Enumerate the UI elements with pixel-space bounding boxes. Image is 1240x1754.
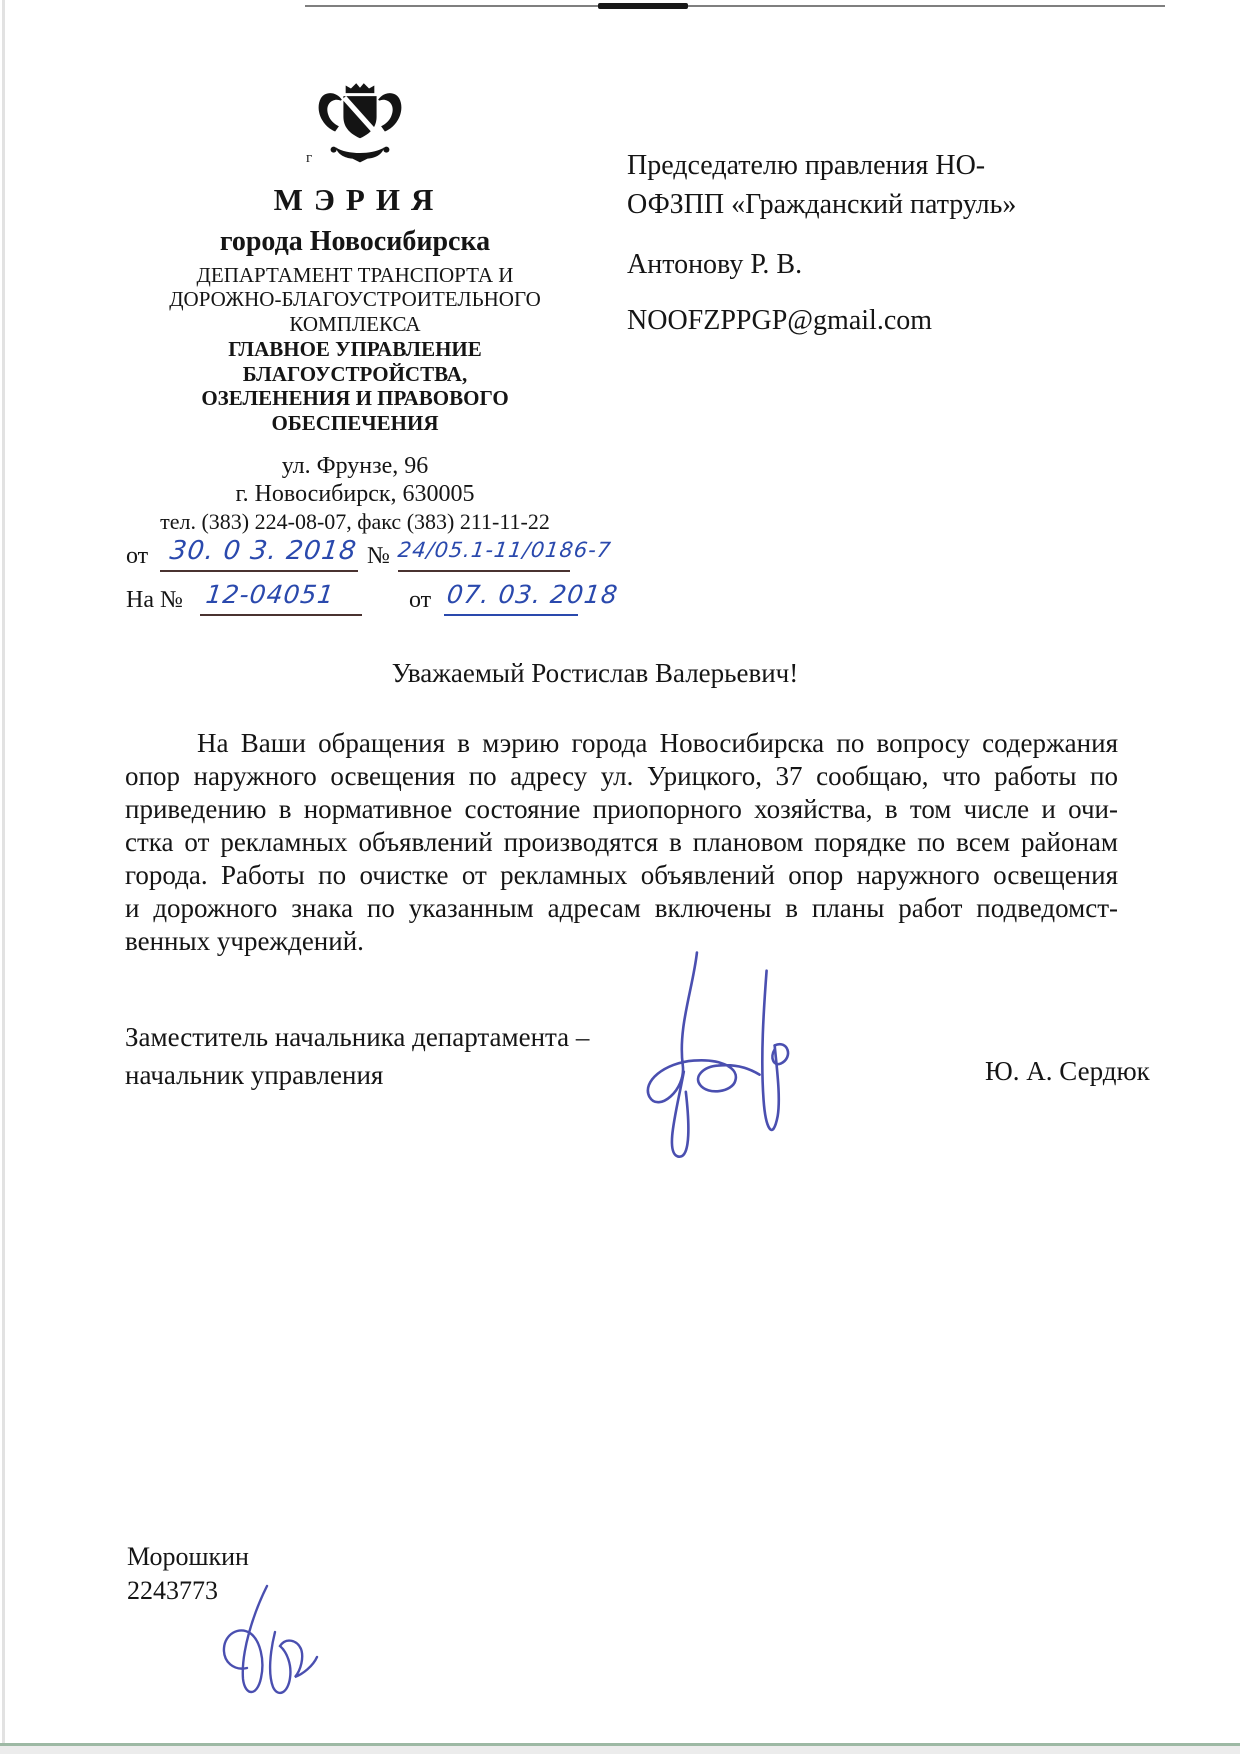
reply-number-handwritten: 12-04051 (204, 580, 337, 609)
recipient-title-line2: ОФЗПП «Гражданский патруль» (627, 189, 1017, 220)
scan-artifact-left-edge (2, 0, 5, 1754)
scan-artifact-bottom-band (0, 1746, 1240, 1754)
recipient-block (627, 146, 1057, 340)
signer-position-line2: начальник управления (125, 1060, 384, 1090)
body-line: приведению в нормативное состояние приопорного хозяйства, в том числе и очи- (125, 794, 1118, 824)
outgoing-number-handwritten: 24/05.1-11/0186-7 (396, 538, 613, 562)
division-line: БЛАГОУСТРОЙСТВА, (242, 361, 468, 386)
salutation: Уважаемый Ростислав Валерьевич! (391, 658, 799, 688)
department-line: КОМПЛЕКСА (289, 312, 421, 337)
executor-phone: 2243773 (127, 1576, 218, 1605)
recipient-title-line1: Председателю правления НО- (627, 150, 986, 181)
reply-number-label: На № (126, 587, 183, 613)
body-line: и дорожного знака по указанным адресам включены в планы работ подведомст- (125, 893, 1118, 923)
outgoing-date-handwritten: 30. 0 3. 2018 (168, 536, 359, 566)
recipient-email: NOOFZPPGP@gmail.com (627, 305, 933, 336)
scan-artifact-top-mark (598, 3, 688, 9)
outgoing-date-label: от (126, 543, 149, 569)
address-line: ул. Фрунзе, 96 (281, 452, 429, 479)
novosibirsk-coat-of-arms-icon (311, 76, 409, 178)
body-line: На Ваши обращения в мэрию города Новосибирска по вопросу содержания (197, 728, 1118, 758)
body-line: стка от рекламных объявлений производятся в плановом порядке по всем районам (125, 827, 1118, 857)
division-line: ГЛАВНОЕ УПРАВЛЕНИЕ (228, 336, 482, 361)
org-subtitle: города Новосибирска (219, 225, 491, 257)
body-line: опор наружного освещения по адресу ул. Урицкого, 37 сообщаю, что работы по (125, 761, 1118, 791)
emblem-caption: г (306, 150, 313, 166)
division-line: ОЗЕЛЕНЕНИЯ И ПРАВОВОГО (201, 386, 509, 411)
scan-artifact-top-line (305, 5, 1165, 7)
recipient-name: Антонову Р. В. (627, 249, 803, 280)
department-line: ДОРОЖНО-БЛАГОУСТРОИТЕЛЬНОГО (169, 287, 541, 312)
division-line: ОБЕСПЕЧЕНИЯ (271, 411, 439, 436)
reply-date-label: от (409, 587, 432, 613)
executor-name: Морошкин (127, 1542, 249, 1571)
contacts-line: тел. (383) 224-08-07, факс (383) 211-11-22 (160, 508, 550, 534)
letterhead (115, 182, 595, 535)
department-line: ДЕПАРТАМЕНТ ТРАНСПОРТА И (196, 262, 514, 287)
org-title: МЭРИЯ (273, 182, 445, 217)
signer-name: Ю. А. Сердюк (985, 1056, 1150, 1086)
handwritten-initials-icon (203, 1580, 323, 1715)
body-line: города. Работы по очистке от рекламных объявлений опор наружного освещения (125, 860, 1118, 890)
body-line: венных учреждений. (125, 926, 364, 956)
signer-position-line1: Заместитель начальника департамента – (125, 1022, 590, 1052)
handwritten-signature-icon (598, 948, 810, 1166)
reply-date-handwritten: 07. 03. 2018 (445, 580, 620, 609)
address-line: г. Новосибирск, 630005 (235, 481, 475, 508)
address-block (115, 452, 595, 535)
letter-body (125, 727, 1118, 958)
outgoing-number-label: № (367, 543, 390, 569)
